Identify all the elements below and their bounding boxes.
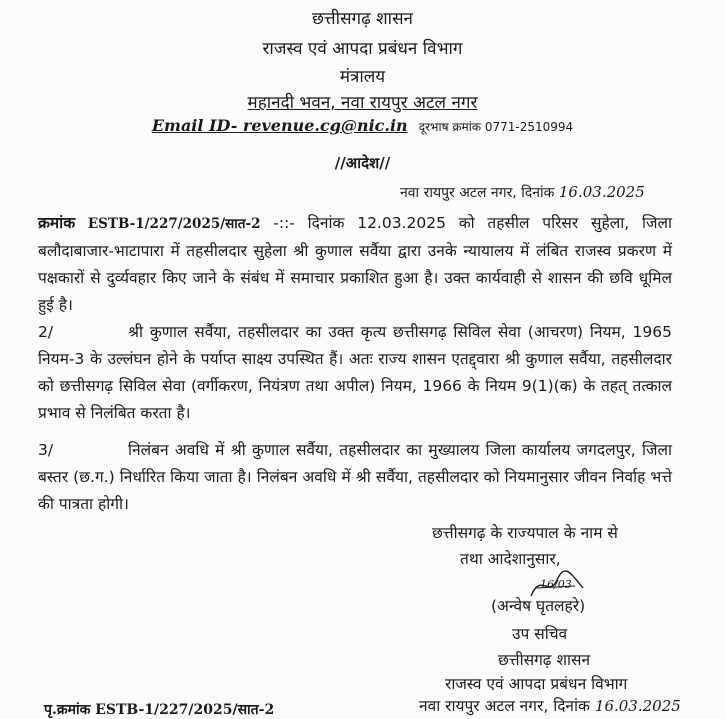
paragraph-2	[38, 319, 672, 427]
signatory-designation: उप सचिव	[512, 625, 568, 643]
ref-prefix: क्रमांक	[38, 214, 76, 232]
header-address: महानदी भवन, नवा रायपुर अटल नगर	[247, 93, 478, 113]
header-contact	[0, 116, 725, 135]
date-place: नवा रायपुर अटल नगर, दिनांक	[400, 185, 555, 201]
reference-number: ESTB-1/227/2025/सात-2	[87, 216, 261, 232]
email-link[interactable]: Email ID- revenue.cg@nic.in	[151, 116, 408, 135]
signature-line-1: छत्तीसगढ़ के राज्यपाल के नाम से	[432, 524, 618, 542]
paragraph-2-number: 2/	[38, 323, 54, 341]
paragraph-3-text: निलंबन अवधि में श्री कुणाल सर्वैया, तहसीलदार का मुख्यालय जिला कार्यालय जगदलपुर, जिला बस्तर (छ.ग.) निर्धारित किया जाता है। निलंबन अवधि में श्री सर्वैया, तहसीलदार को नियमानुसार जीवन निर्वाह भत्ते की पात्रता होगी।	[38, 441, 672, 513]
signatory-name: (अन्वेष घृतलहरे)	[491, 597, 586, 615]
paragraph-1	[38, 210, 672, 319]
signature-department: राजस्व एवं आपदा प्रबंधन विभाग	[445, 675, 628, 693]
signature-government: छत्तीसगढ़ शासन	[498, 651, 591, 669]
paragraph-2-text: श्री कुणाल सर्वैया, तहसीलदार का उक्त कृत्य छत्तीसगढ़ सिविल सेवा (आचरण) नियम, 1965 नियम-3 के उल्लंघन होने के पर्याप्त साक्ष्य उपस्थित हैं। अतः राज्य शासन एतद्द्वारा श्री कुणाल सर्वैया, तहसीलदार को छत्तीसगढ़ सिविल सेवा (वर्गीकरण, नियंत्रण तथा अपील) नियम, 1966 के नियम 9(1)(क) के तहत् तत्काल प्रभाव से निलंबित करता है।	[38, 323, 672, 422]
signature-date-line	[419, 694, 681, 716]
paragraph-1-text: -::- दिनांक 12.03.2025 को तहसील परिसर सुहेला, जिला बलौदाबाजार-भाटापारा में तहसीलदार सुहेला श्री कुणाल सर्वैया द्वारा उनके न्यायालय में लंबित राजस्व प्रकरण में पक्षकारों से दुर्व्यवहार किए जाने के संबंध में समाचार प्रकाशित हुआ है। उक्त कार्यवाही से शासन की छवि धूमिल हुई है।	[38, 214, 672, 314]
date-line	[400, 183, 645, 202]
header-department: राजस्व एवं आपदा प्रबंधन विभाग	[262, 39, 463, 59]
signature-date-handwritten: 16.03.2025	[594, 697, 681, 715]
paragraph-3-number: 3/	[38, 441, 54, 459]
header-ministry: मंत्रालय	[339, 67, 386, 87]
date-handwritten: 16.03.2025	[558, 183, 645, 201]
signature-initials: 16/03	[540, 578, 572, 591]
phone-number: दूरभाष क्रमांक 0771-2510994	[418, 120, 574, 134]
signature-line-2: तथा आदेशानुसार,	[460, 550, 561, 568]
order-title: //आदेश//	[334, 154, 391, 172]
signature-date-place: नवा रायपुर अटल नगर, दिनांक	[419, 697, 590, 715]
header-government: छत्तीसगढ़ शासन	[312, 9, 413, 29]
paragraph-3	[38, 437, 672, 518]
footer-reference: पृ.क्रमांक ESTB-1/227/2025/सात-2	[44, 702, 275, 718]
